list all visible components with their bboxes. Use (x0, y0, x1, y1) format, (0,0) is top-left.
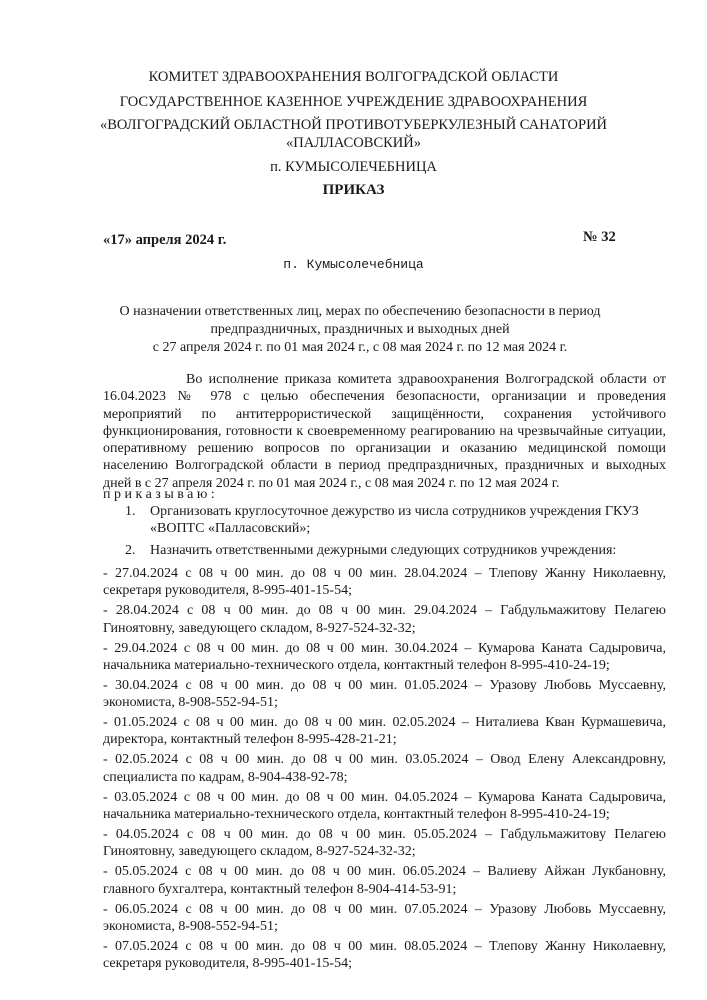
order-title: ПРИКАЗ (322, 182, 385, 198)
duty-entry (103, 602, 666, 637)
duty-entry (103, 565, 666, 600)
item-text: Назначить ответственными дежурными следующих сотрудников учреждения: (150, 542, 617, 558)
subject-line: О назначении ответственных лиц, мерах по обеспечению безопасности в период (119, 304, 601, 319)
item-number: 2. (125, 542, 136, 558)
duty-entry-line1: - 05.05.2024 с 08 ч 00 мин. до 08 ч 00 мин. 06.05.2024 – Валиеву Айжан Лукбановну, (103, 864, 666, 880)
duty-entry (103, 938, 666, 973)
duty-entry-line1: - 27.04.2024 с 08 ч 00 мин. до 08 ч 00 мин. 28.04.2024 – Тлепову Жанну Николаевну, (103, 566, 666, 581)
item-number: 1. (125, 504, 136, 519)
duty-entry (103, 863, 666, 898)
subject-line: с 27 апреля 2024 г. по 01 мая 2024 г., с 08 мая 2024 г. по 12 мая 2024 г. (152, 340, 568, 355)
header-institution-type: ГОСУДАРСТВЕННОЕ КАЗЕННОЕ УЧРЕЖДЕНИЕ ЗДРАВООХРАНЕНИЯ (119, 94, 588, 110)
duty-entry-line2: экономиста, 8-908-552-94-51; (103, 695, 278, 711)
preamble-text: Во исполнение приказа комитета здравоохранения Волгоградской области от 16.04.2023 № 978 с целью обеспечения безопасности, организации и проведения мероприятий по антитеррористической защищённости, сохранения устойчивого функционирования, готовности к своевременному реагированию на чрезвычайные ситуации, оперативному решению вопросов по организации и оказанию медицинской помощи населению Волгоградской области в период предпраздничных, праздничных и выходных дней в с 27 апреля 2024 г. по 01 мая 2024 г., с 08 мая 2024 г. по 12 мая 2024 г. (103, 372, 666, 491)
duty-entry-line1: - 04.05.2024 с 08 ч 00 мин. до 08 ч 00 мин. 05.05.2024 – Габдульмажитову Пелагею (103, 826, 666, 842)
header-institution-name: «ВОЛГОГРАДСКИЙ ОБЛАСТНОЙ ПРОТИВОТУБЕРКУЛЕЗНЫЙ САНАТОРИЙ (99, 117, 608, 133)
duty-entry-line1: - 01.05.2024 с 08 ч 00 мин. до 08 ч 00 мин. 02.05.2024 – Ниталиева Кван Курмашевича, (103, 715, 666, 731)
duty-entry (103, 640, 666, 675)
duty-entry-line1: - 29.04.2024 с 08 ч 00 мин. до 08 ч 00 мин. 30.04.2024 – Кумарова Каната Садыровича, (103, 640, 666, 656)
duty-entry-line2: специалиста по кадрам, 8-904-438-92-78; (103, 769, 348, 785)
preamble-paragraph (103, 371, 666, 492)
duty-entry-line2: начальника материально-технического отдела, контактный телефон 8-995-410-24-19; (103, 806, 610, 822)
duty-entry-line2: секретаря руководителя, 8-995-401-15-54; (103, 956, 352, 972)
duty-entry-line2: Гиноятовну, заведующего складом, 8-927-524-32-32; (103, 620, 416, 636)
duty-entry (103, 677, 666, 712)
order-date: «17» апреля 2024 г. (103, 232, 227, 248)
duty-entry-line2: начальника материально-технического отдела, контактный телефон 8-995-410-24-19; (103, 657, 610, 673)
duty-entry-line1: - 02.05.2024 с 08 ч 00 мин. до 08 ч 00 мин. 03.05.2024 – Овод Елену Александровну, (103, 752, 666, 768)
duty-entry-line2: экономиста, 8-908-552-94-51; (103, 918, 278, 934)
duty-entry-line2: главного бухгалтера, контактный телефон 8-904-414-53-91; (103, 881, 457, 897)
order-subject (110, 303, 610, 357)
order-item (103, 542, 666, 559)
prikazyvayu-label: приказываю: (103, 487, 219, 502)
duty-entry-line1: - 03.05.2024 с 08 ч 00 мин. до 08 ч 00 мин. 04.05.2024 – Кумарова Каната Садыровича, (103, 789, 666, 805)
order-place: п. Кумысолечебница (283, 257, 424, 272)
order-items (103, 503, 666, 559)
duty-entry-line2: секретаря руководителя, 8-995-401-15-54; (103, 583, 352, 599)
item-text: Организовать круглосуточное дежурство из числа сотрудников учреждения ГКУЗ «ВОПТС «Палласовский»; (150, 504, 639, 537)
duty-entry-line2: директора, контактный телефон 8-995-428-21-21; (103, 732, 397, 748)
duty-entry-line2: Гиноятовну, заведующего складом, 8-927-524-32-32; (103, 844, 416, 860)
duty-entry (103, 714, 666, 749)
header-committee: КОМИТЕТ ЗДРАВООХРАНЕНИЯ ВОЛГОГРАДСКОЙ ОБЛАСТИ (148, 69, 559, 85)
order-item (103, 503, 666, 538)
duty-entry-line1: - 30.04.2024 с 08 ч 00 мин. до 08 ч 00 мин. 01.05.2024 – Уразову Любовь Муссаевну, (103, 677, 666, 693)
duty-schedule (103, 565, 666, 975)
duty-entry (103, 826, 666, 861)
duty-entry-line1: - 06.05.2024 с 08 ч 00 мин. до 08 ч 00 мин. 07.05.2024 – Уразову Любовь Муссаевну, (103, 901, 666, 917)
order-number: № 32 (583, 229, 616, 245)
duty-entry-line1: - 28.04.2024 с 08 ч 00 мин. до 08 ч 00 мин. 29.04.2024 – Габдульмажитову Пелагею (103, 603, 666, 619)
header-institution-name-cont: «ПАЛЛАСОВСКИЙ» (286, 135, 421, 151)
duty-entry-line1: - 07.05.2024 с 08 ч 00 мин. до 08 ч 00 мин. 08.05.2024 – Тлепову Жанну Николаевну, (103, 938, 666, 954)
duty-entry (103, 789, 666, 824)
header-location: п. КУМЫСОЛЕЧЕБНИЦА (270, 159, 437, 175)
duty-entry (103, 901, 666, 936)
subject-line: предпраздничных, праздничных и выходных дней (210, 322, 510, 337)
duty-entry (103, 751, 666, 786)
